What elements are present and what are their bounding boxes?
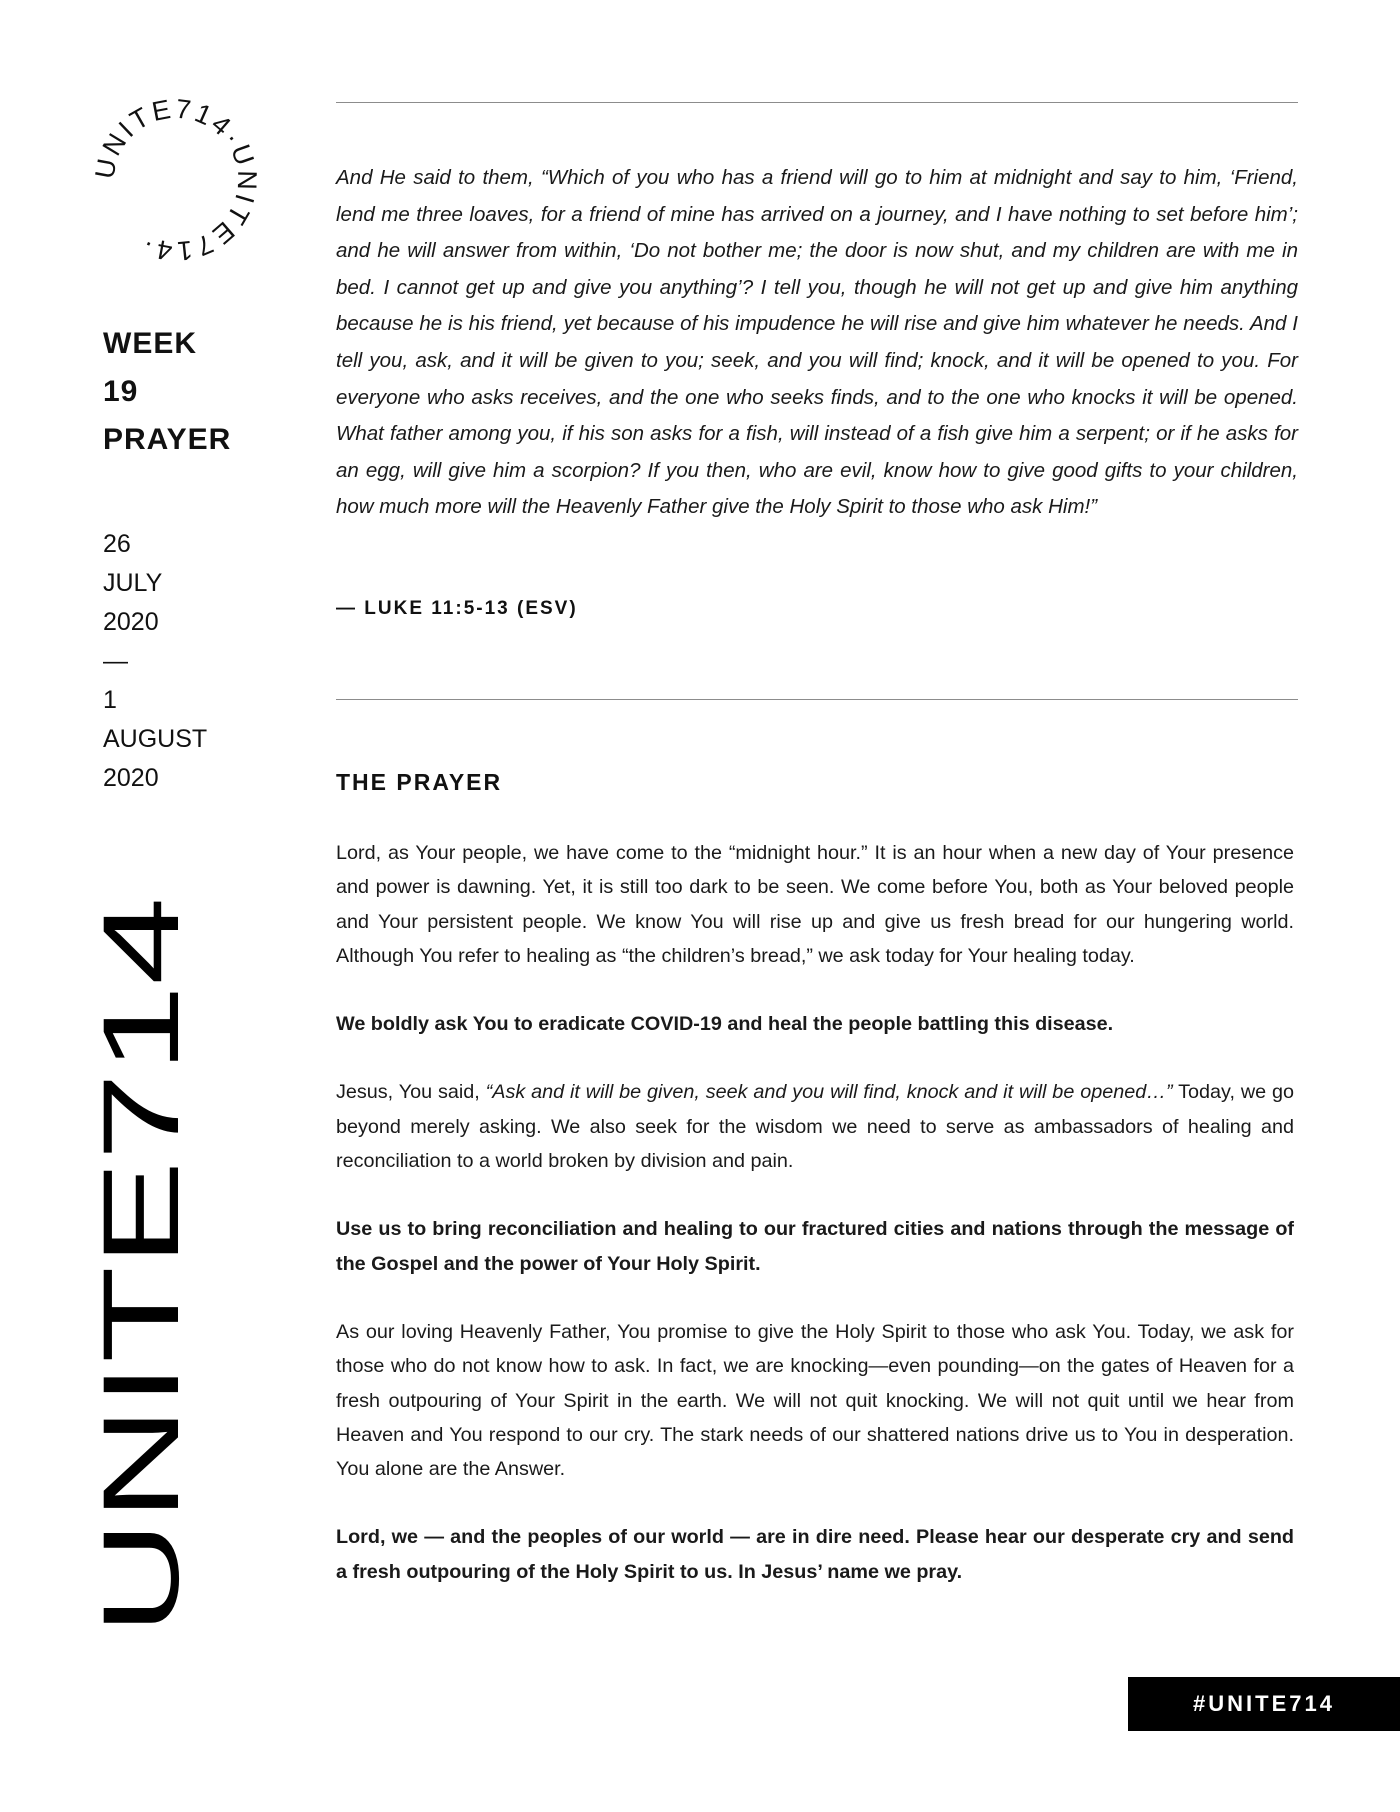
prayer-paragraph-1: Lord, as Your people, we have come to the “midnight hour.” It is an hour when a new day of Your presence and power is dawning. Yet, it is still too dark to be seen. We come before You, both as Your beloved people and Your persistent people. We know You will rise up and give us fresh bread for our hungering world. Although You refer to healing as “the children’s bread,” we ask today for Your healing today.	[336, 842, 1294, 967]
week-line: WEEK	[103, 327, 197, 360]
top-divider	[336, 102, 1298, 103]
vertical-brand-wordmark	[80, 895, 201, 1635]
prayer-p3-rest: Today, we go beyond merely asking. We also seek for the wisdom we need to serve as ambassadors of healing and reconciliation to a world broken by division and pain.	[336, 1081, 1295, 1173]
date-range	[103, 525, 207, 798]
week-label	[103, 320, 231, 464]
scripture-passage: And He said to them, “Which of you who has a friend will go to him at midnight and say to him, ‘Friend, lend me three loaves, for a friend of mine has arrived on a journey, and I have nothing to set before him’; and he will answer from within, ‘Do not bother me; the door is now shut, and my children are with me in bed. I cannot get up and give you anything’? I tell you, though he will not get up and give him anything because he is his friend, yet because of his impudence he will rise and give him whatever he needs. And I tell you, ask, and it will be given to you; seek, and you will find; knock, and it will be opened to you. For everyone who asks receives, and the one who seeks finds, and to the one who knocks it will be opened. What father among you, if his son asks for a fish, will instead of a fish give him a serpent; or if he asks for an egg, will give him a scorpion? If you then, who are evil, know how to give good gifts to your children, how much more will the Heavenly Father give the Holy Spirit to those who ask Him!”	[336, 166, 1298, 519]
prayer-p3-lead: Jesus, You said,	[336, 1081, 486, 1104]
date-separator: —	[103, 647, 128, 675]
prayer-heading: THE PRAYER	[336, 769, 503, 795]
prayer-closing: Lord, we — and the peoples of our world — are in dire need. Please hear our desperate cry and send a fresh outpouring of the Holy Spirit to us. In Jesus’ name we pray.	[336, 1526, 1294, 1583]
start-year: 2020	[103, 608, 159, 636]
prayer-request-2: Use us to bring reconciliation and healing to our fractured cities and nations through the message of the Gospel and the power of Your Holy Spirit.	[336, 1218, 1294, 1275]
prayer-paragraph-5: As our loving Heavenly Father, You promise to give the Holy Spirit to those who ask You. Today, we ask for those who do not know how to ask. In fact, we are knocking—even pounding—on the gates of Heaven for a fresh outpouring of Your Spirit in the earth. We will not quit knocking. We will not quit until we hear from Heaven and You respond to our cry. The stark needs of our shattered nations drive us to You in desperation. You alone are the Answer.	[336, 1320, 1294, 1481]
end-month: AUGUST	[103, 725, 208, 753]
scripture-citation: — LUKE 11:5-13 (ESV)	[336, 598, 578, 619]
end-day: 1	[103, 686, 117, 714]
prayer-paragraph-3	[336, 1075, 1294, 1178]
svg-text:UNITE714·UNITE714·	[89, 94, 262, 267]
hashtag-badge: #UNITE714	[1128, 1677, 1400, 1731]
start-month: JULY	[103, 569, 163, 597]
prayer-request-1: We boldly ask You to eradicate COVID-19 and heal the people battling this disease.	[336, 1013, 1114, 1036]
prayer-body	[336, 836, 1294, 1623]
vertical-brand-text: UNITE714	[80, 1130, 201, 1635]
section-divider	[336, 699, 1298, 700]
unite714-circular-logo-icon	[88, 92, 264, 268]
start-day: 26	[103, 530, 131, 558]
week-number: 19	[103, 375, 139, 408]
logo-ring-text: UNITE714·UNITE714·	[89, 93, 263, 267]
week-theme: PRAYER	[103, 423, 232, 456]
prayer-p3-quote: “Ask and it will be given, seek and you will find, knock and it will be opened…”	[485, 1081, 1173, 1104]
end-year: 2020	[103, 764, 159, 792]
